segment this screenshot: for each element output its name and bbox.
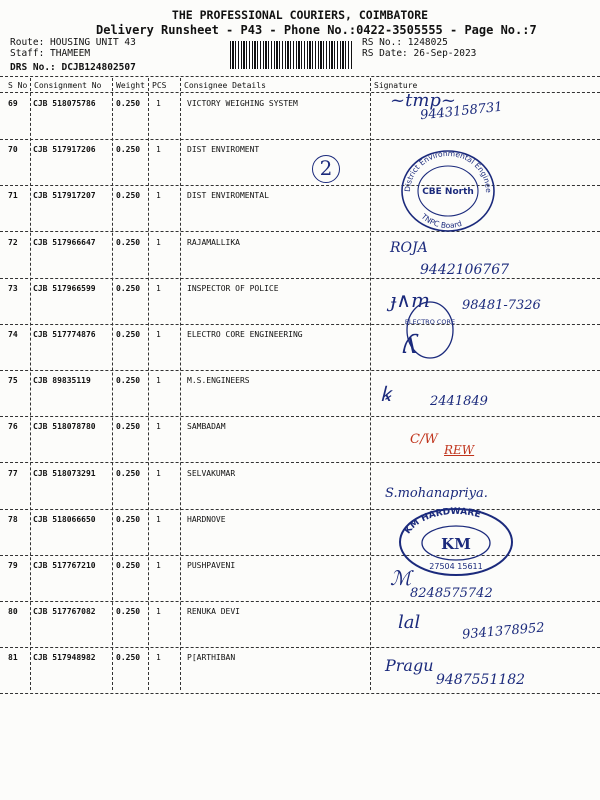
row-sno: 70 [8, 145, 18, 154]
row-consignment-no: CJB 517917207 [33, 191, 96, 200]
row-consignment-no: CJB 517948982 [33, 653, 96, 662]
handwritten-name: Pragu [385, 656, 434, 675]
table-row [0, 376, 600, 388]
table-row [0, 238, 600, 250]
row-separator [0, 416, 600, 417]
handwritten-phone: 8248575742 [410, 586, 493, 601]
row-weight: 0.250 [116, 653, 141, 662]
row-consignee: PUSHPAVENI [187, 561, 236, 570]
row-pcs: 1 [156, 284, 161, 293]
svg-text:KM HARDWARE [403, 507, 482, 536]
signature-mark: ʎ [403, 330, 418, 360]
row-weight: 0.250 [116, 515, 141, 524]
signature-mark: ~tmp~ [390, 90, 456, 111]
row-pcs: 1 [156, 99, 161, 108]
stamp-text: ELECTRO CORE [404, 318, 456, 326]
row-pcs: 1 [156, 330, 161, 339]
row-pcs: 1 [156, 469, 161, 478]
barcode [230, 41, 352, 69]
row-pcs: 1 [156, 422, 161, 431]
row-pcs: 1 [156, 376, 161, 385]
svg-text:TNPC Board [419, 211, 463, 230]
row-weight: 0.250 [116, 469, 141, 478]
table-row [0, 99, 600, 111]
row-sno: 75 [8, 376, 18, 385]
col-header-consignee: Consignee Details [184, 81, 266, 90]
row-separator [0, 231, 600, 232]
row-weight: 0.250 [116, 145, 141, 154]
row-separator [0, 370, 600, 371]
row-pcs: 1 [156, 145, 161, 154]
row-separator [0, 647, 600, 648]
handwritten-name: ROJA [390, 240, 428, 256]
row-weight: 0.250 [116, 330, 141, 339]
row-weight: 0.250 [116, 422, 141, 431]
row-consignment-no: CJB 517966599 [33, 284, 96, 293]
row-sno: 77 [8, 469, 18, 478]
signature-mark: lal [398, 612, 421, 633]
row-weight: 0.250 [116, 99, 141, 108]
row-weight: 0.250 [116, 561, 141, 570]
row-consignment-no: CJB 518073291 [33, 469, 96, 478]
row-consignment-no: CJB 518078780 [33, 422, 96, 431]
col-header-consignment: Consignment No [34, 81, 102, 90]
row-pcs: 1 [156, 515, 161, 524]
header-top-rule [0, 76, 600, 77]
row-consignee: VICTORY WEIGHING SYSTEM [187, 99, 298, 108]
row-sno: 79 [8, 561, 18, 570]
handwritten-mark: 2 [312, 155, 340, 183]
runsheet-subtitle: Delivery Runsheet - P43 - Phone No.:0422-3505555 - Page No.:7 [96, 23, 537, 37]
row-consignee: ELECTRO CORE ENGINEERING [187, 330, 303, 339]
rs-number: RS No.: 1248025 [362, 37, 448, 48]
row-consignee: RAJAMALLIKA [187, 238, 240, 247]
signature-mark: ɟ∧m [390, 288, 430, 312]
row-consignee: HARDNOVE [187, 515, 226, 524]
stamp-text-center: CBE North [422, 187, 474, 197]
row-consignee: RENUKA DEVI [187, 607, 240, 616]
row-consignee: SELVAKUMAR [187, 469, 236, 478]
table-row [0, 330, 600, 342]
header-bottom-rule [0, 92, 600, 93]
row-weight: 0.250 [116, 238, 141, 247]
row-sno: 72 [8, 238, 18, 247]
col-header-sno: S No [8, 81, 28, 90]
row-consignee: P[ARTHIBAN [187, 653, 236, 662]
row-sno: 81 [8, 653, 18, 662]
handwritten-phone: 9442106767 [420, 262, 510, 278]
staff-label: Staff: THAMEEM [10, 48, 91, 59]
table-row [0, 145, 600, 157]
rs-date: RS Date: 26-Sep-2023 [362, 48, 477, 59]
row-consignee: M.S.ENGINEERS [187, 376, 250, 385]
signature-mark: ꝃ [380, 382, 391, 406]
handwritten-rew: REW [444, 443, 475, 457]
row-separator [0, 601, 600, 602]
row-weight: 0.250 [116, 191, 141, 200]
row-sno: 80 [8, 607, 18, 616]
stamp-text-top: District Environmental Enginee [402, 148, 494, 193]
col-header-pcs: PCS [152, 81, 167, 90]
table-row [0, 422, 600, 434]
district-environmental-stamp [398, 148, 498, 234]
row-separator [0, 185, 600, 186]
row-separator [0, 693, 600, 694]
row-weight: 0.250 [116, 284, 141, 293]
stamp-text-top: KM HARDWARE [402, 506, 482, 537]
row-consignment-no: CJB 517917206 [33, 145, 96, 154]
row-sno: 71 [8, 191, 18, 200]
handwritten-phone: 9341378952 [461, 620, 546, 643]
table-row [0, 607, 600, 619]
row-consignment-no: CJB 517767082 [33, 607, 96, 616]
row-pcs: 1 [156, 561, 161, 570]
row-consignee: DIST ENVIROMENT [187, 145, 260, 154]
col-header-weight: Weight [116, 81, 145, 90]
row-separator [0, 324, 600, 325]
route-label: Route: HOUSING UNIT 43 [10, 37, 136, 48]
row-separator [0, 462, 600, 463]
handwritten-phone: 9487551182 [436, 672, 526, 688]
row-consignment-no: CJB 89835119 [33, 376, 91, 385]
table-row [0, 284, 600, 296]
handwritten-name: S.mohanapriya. [385, 486, 488, 501]
row-consignment-no: CJB 517966647 [33, 238, 96, 247]
row-consignment-no: CJB 517767210 [33, 561, 96, 570]
row-consignee: DIST ENVIROMENTAL [187, 191, 269, 200]
row-separator [0, 278, 600, 279]
row-pcs: 1 [156, 653, 161, 662]
row-consignee: INSPECTOR OF POLICE [187, 284, 279, 293]
row-sno: 78 [8, 515, 18, 524]
handwritten-phone: 98481-7326 [462, 298, 541, 313]
table-row [0, 653, 600, 665]
row-sno: 76 [8, 422, 18, 431]
row-sno: 74 [8, 330, 18, 339]
table-row [0, 469, 600, 481]
stamp-text-bottom: TNPC Board [419, 211, 463, 231]
row-separator [0, 139, 600, 140]
row-consignment-no: CJB 518066650 [33, 515, 96, 524]
stamp-text-bottom: 27504 15611 [429, 562, 483, 571]
row-sno: 73 [8, 284, 18, 293]
table-row [0, 191, 600, 203]
row-pcs: 1 [156, 238, 161, 247]
km-hardware-stamp [396, 506, 516, 578]
company-title: THE PROFESSIONAL COURIERS, COIMBATORE [171, 8, 429, 22]
row-weight: 0.250 [116, 376, 141, 385]
row-consignee: SAMBADAM [187, 422, 226, 431]
row-consignment-no: CJB 518075786 [33, 99, 96, 108]
signature-mark: ℳ [390, 566, 412, 590]
drs-number: DRS No.: DCJB124802507 [10, 62, 136, 73]
row-weight: 0.250 [116, 607, 141, 616]
handwritten-phone: 9443158731 [419, 99, 504, 124]
stamp-text-center: KM [441, 535, 471, 553]
row-pcs: 1 [156, 191, 161, 200]
handwritten-phone: 2441849 [430, 394, 488, 409]
row-consignment-no: CJB 517774876 [33, 330, 96, 339]
handwritten-cw: C/W [410, 432, 438, 447]
row-pcs: 1 [156, 607, 161, 616]
col-header-signature: Signature [374, 81, 418, 90]
row-sno: 69 [8, 99, 18, 108]
